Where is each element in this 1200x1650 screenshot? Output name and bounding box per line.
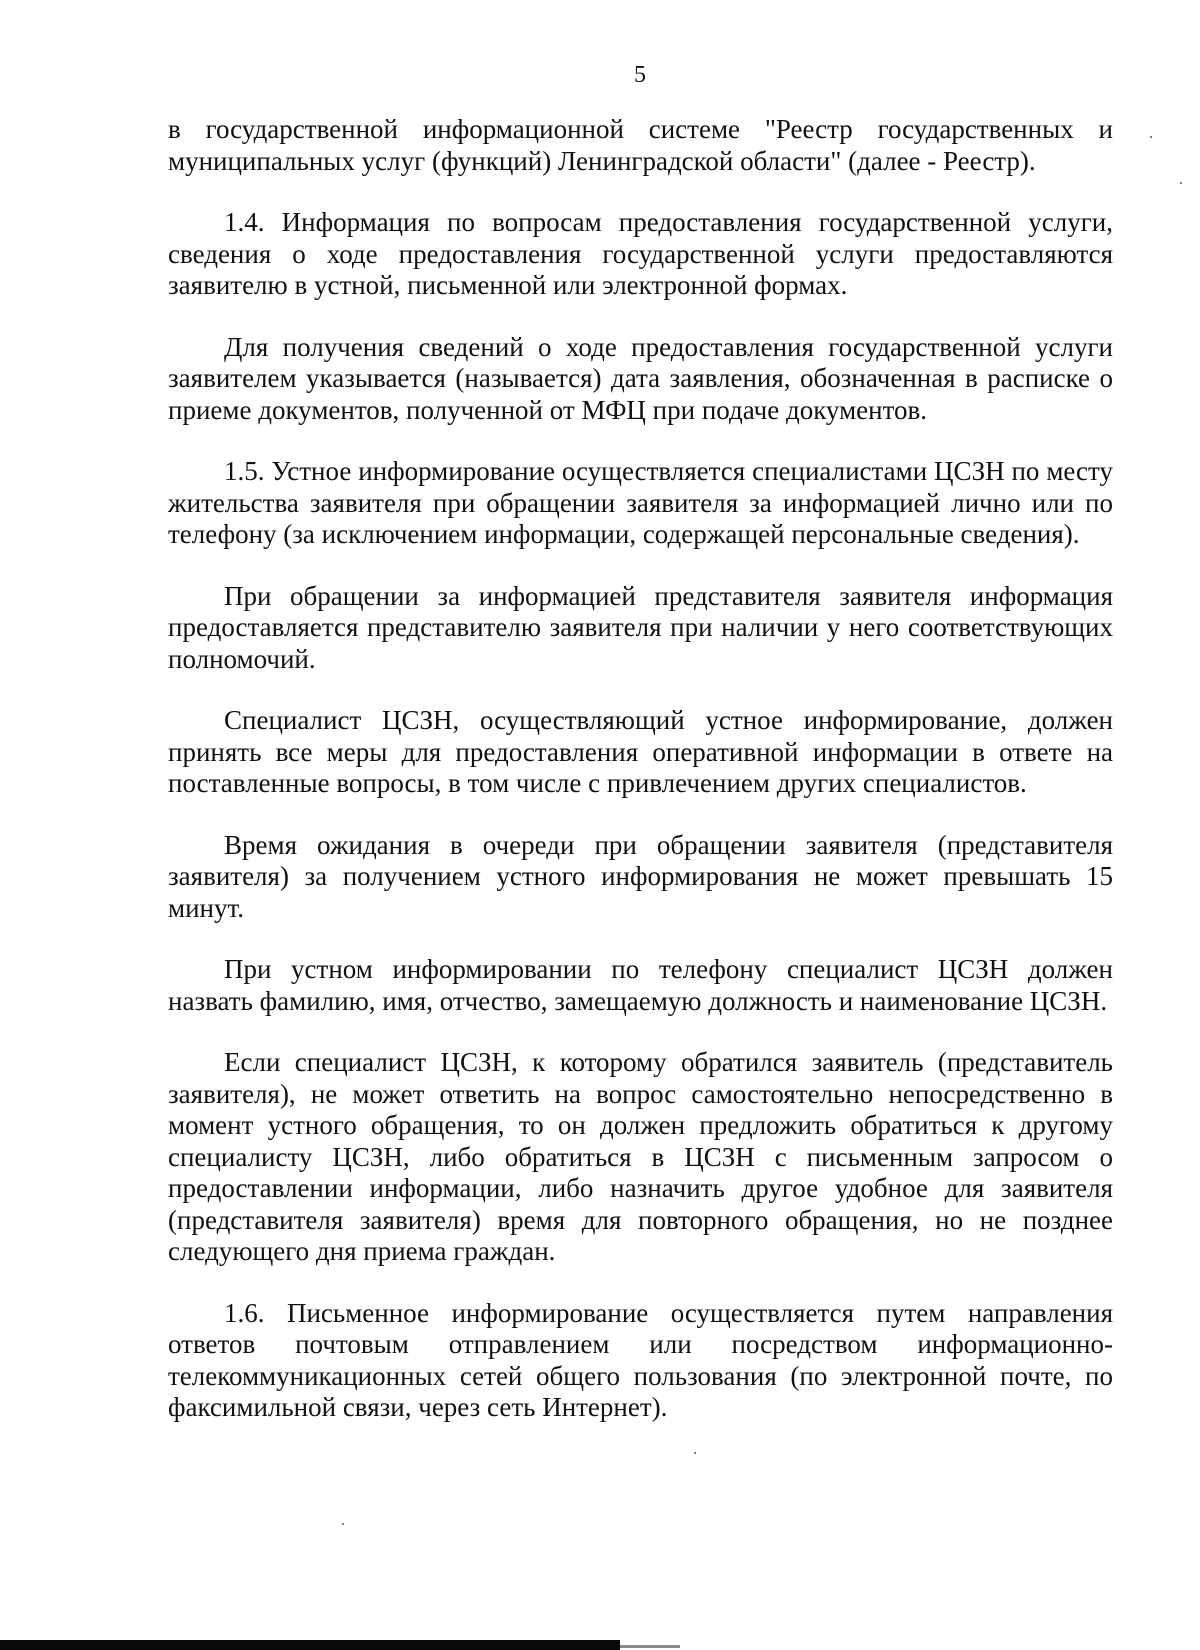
paragraph-specialist-duties: Специалист ЦСЗН, осуществляющий устное информирование, должен принять все меры для предоставления оперативной информации в ответе на поставленные вопросы, в том числе с привлечением других специалистов.	[168, 705, 1113, 798]
scan-speck	[1180, 182, 1182, 184]
paragraph-waiting-time: Время ожидания в очереди при обращении заявителя (представителя заявителя) за получением устного информирования не может превышать 15 минут.	[168, 829, 1113, 923]
scan-bottom-edge-fade	[620, 1645, 680, 1648]
paragraph-phone-info: При устном информировании по телефону специалист ЦСЗН должен назвать фамилию, имя, отчество, замещаемую должность и наименование ЦСЗН.	[168, 954, 1113, 1016]
paragraph-redirect: Если специалист ЦСЗН, к которому обратился заявитель (представитель заявителя), не может ответить на вопрос самостоятельно непосредственно в момент устного обращения, то он должен предложить обратиться к другому специалисту ЦСЗН, либо обратиться в ЦСЗН с письменным запросом о предоставлении информации, либо назначить другое удобное для заявителя (представителя заявителя) время для повторного обращения, но не позднее следующего дня приема граждан.	[168, 1047, 1113, 1266]
paragraph-representative: При обращении за информацией представителя заявителя информация предоставляется представителю заявителя при наличии у него соответствующих полномочий.	[168, 580, 1113, 674]
document-body	[168, 114, 1113, 1454]
scan-speck	[342, 1523, 344, 1525]
paragraph-1-4: 1.4. Информация по вопросам предоставления государственной услуги, сведения о ходе предоставления государственной услуги предоставляются заявителю в устной, письменной или электронной формах.	[168, 207, 1113, 300]
paragraph-status-info: Для получения сведений о ходе предоставления государственной услуги заявителем указывается (называется) дата заявления, обозначенная в расписке о приеме документов, полученной от МФЦ при подаче документов.	[168, 331, 1113, 425]
scan-speck	[694, 1452, 696, 1454]
paragraph-1-5: 1.5. Устное информирование осуществляется специалистами ЦСЗН по месту жительства заявителя при обращении заявителя за информацией лично или по телефону (за исключением информации, содержащей персональные сведения).	[168, 456, 1113, 549]
scan-bottom-edge	[0, 1640, 620, 1650]
page-number: 5	[634, 62, 646, 88]
scan-speck	[1150, 136, 1152, 138]
paragraph-1-6: 1.6. Письменное информирование осуществляется путем направления ответов почтовым отправлением или посредством информационно-телекоммуникационных сетей общего пользования (по электронной почте, по факсимильной связи, через сеть Интернет).	[168, 1297, 1113, 1422]
paragraph-registry-continuation: в государственной информационной системе "Реестр государственных и муниципальных услуг (функций) Ленинградской области" (далее - Реестр).	[168, 114, 1113, 176]
